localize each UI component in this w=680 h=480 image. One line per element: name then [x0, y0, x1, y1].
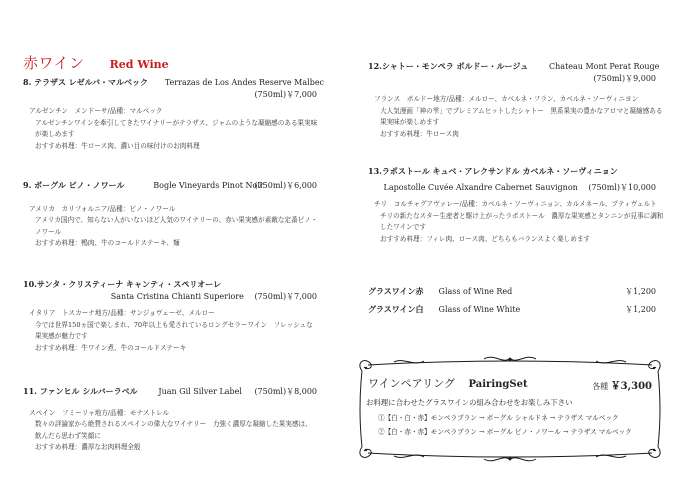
glass-wine-white: [368, 304, 656, 315]
wine-note: 果実感が魅力です: [35, 332, 88, 341]
section-title-jp: 赤ワイン: [23, 54, 85, 72]
wine-name-en: Juan Gil Silver Label: [158, 387, 242, 396]
pairing-description: お料理に合わせたグラスワインの組み合わせをお楽しみ下さい: [366, 398, 573, 407]
wine-origin: アメリカ カリフォルニア/品種：ピノ・ノワール: [29, 204, 176, 213]
glass-wine-price: ￥1,200: [625, 305, 656, 314]
wine-item: [368, 61, 663, 140]
pairing-title-en: PairingSet: [468, 379, 528, 390]
glass-wine-red: [368, 286, 656, 297]
section-title: [23, 52, 169, 73]
wine-pairing-food: おすすめ料理：フィレ肉、ロース肉、どちらもバランスよく楽しめます: [380, 234, 591, 243]
wine-origin: イタリア トスカーナ地方/品種：サンジョヴェーゼ、メルロー: [29, 309, 215, 318]
glass-wine-name-jp: グラスワイン赤: [368, 286, 424, 296]
wine-name-jp: 9. ボーグル ピノ・ノワール: [23, 180, 125, 190]
pairing-set-box: [354, 355, 666, 463]
wine-origin: フランス ボルドー地方/品種：メルロー、カベルネ・フラン、カベルネ・ソーヴィニヨン: [374, 95, 639, 104]
wine-pairing-food: おすすめ料理：鴨肉、牛のコールドステーキ、麺: [35, 239, 180, 248]
wine-name: [368, 61, 660, 73]
wine-description: [23, 204, 317, 250]
pairing-price-label: 各種: [592, 382, 609, 391]
wine-origin: スペイン フミーリャ地方/品種：モナストレル: [29, 408, 170, 417]
wine-item: [23, 180, 317, 250]
wine-note: 果実味が楽しめます: [380, 118, 440, 127]
wine-name-jp: 11. ファンヒル シルバーラベル: [23, 386, 138, 396]
wine-pairing-food: おすすめ料理：濃厚なお肉料理全般: [35, 443, 141, 452]
wine-note: アメリカ国内で、知らない人がいないほど人気のワイナリーの、赤い果実感が素敵な定番ピノ・: [35, 216, 318, 225]
wine-note: 飲んだら思わず笑顔に: [35, 431, 101, 440]
glass-wine-name-jp: グラスワイン白: [368, 304, 424, 314]
wine-pairing-food: おすすめ料理：牛ロース肉: [380, 129, 459, 138]
wine-note: チリの新たなスター生産者と駆け上がったラポストール 濃厚な果実感とタンニンが見事に調和: [380, 211, 664, 220]
wine-price-line: [23, 291, 317, 303]
wine-name-en: Lapostolle Cuvée Alxandre Cabernet Sauvignon: [383, 182, 578, 192]
glass-wine-name-en: Glass of Wine White: [438, 305, 521, 314]
wine-name-jp: 8. テラザス レゼルバ・マルベック: [23, 77, 149, 87]
wine-note: したワインです: [380, 223, 426, 232]
wine-price-line: [368, 182, 656, 194]
wine-description: [23, 308, 317, 354]
wine-description: [368, 94, 663, 140]
wine-price: (750ml)￥6,000: [254, 181, 317, 190]
pairing-price-value: ￥3,300: [610, 381, 652, 392]
wine-description: [23, 408, 317, 454]
glass-wine-price: ￥1,200: [625, 287, 656, 296]
wine-note: 数々の評論家から絶賛されるスペインの偉大なワイナリー 力強く濃厚な凝縮した果実感は、: [35, 420, 312, 429]
wine-origin: アルゼンチン メンドーサ/品種：マルベック: [29, 107, 163, 116]
wine-item: [23, 386, 317, 454]
wine-name: [23, 180, 317, 192]
pairing-set-option: ②【白・赤・赤】モンペラブラン → ボーグル ピノ・ノワール → テラザス マルベック: [378, 428, 632, 436]
wine-name-jp: 13.ラポストール キュベ・アレクサンドル カベルネ・ソーヴィニョン: [368, 166, 618, 176]
section-title-en: Red Wine: [109, 58, 169, 71]
pairing-title: [368, 375, 528, 391]
wine-name-en: Chateau Mont Perat Rouge: [549, 62, 660, 71]
wine-name-jp: 12.シャトー・モンペラ ボルドー・ルージュ: [368, 61, 529, 71]
wine-name-en: Terrazas de Los Andes Reserve Malbec: [164, 78, 325, 87]
wine-item: [368, 166, 664, 245]
wine-note: 大人気漫画「神の雫」でプレミアムヒットしたシャトー 黒系果実の豊かなアロマと凝縮感ある: [380, 106, 663, 115]
wine-pairing-food: おすすめ料理：牛ロース肉、濃い目の味付けのお肉料理: [35, 141, 200, 150]
wine-note: ノワール: [35, 227, 62, 236]
wine-note: 今では世界150ヵ国で楽しまれ、70年以上も愛されているロングセラーワイン フレッシュな: [35, 320, 313, 329]
wine-price: (750ml)￥10,000: [588, 182, 656, 192]
wine-price: (750ml)￥8,000: [254, 387, 317, 396]
wine-item: [23, 279, 317, 354]
pairing-set-option: ①【白・白・赤】モンペラブラン → ボーグル シャルドネ → テラザス マルベック: [378, 414, 619, 422]
wine-name-en: Bogle Vineyards Pinot Noir: [153, 181, 264, 190]
wine-name-jp: 10.サンタ・クリスティーナ キャンティ・スペリオーレ: [23, 279, 222, 289]
wine-pairing-food: おすすめ料理：牛ワイン煮、牛のコールドステーキ: [35, 343, 187, 352]
glass-wine-name-en: Glass of Wine Red: [438, 287, 513, 296]
wine-note: が楽しめます: [35, 130, 75, 139]
wine-item: [23, 77, 325, 152]
wine-name: [23, 77, 325, 89]
wine-description: [23, 106, 317, 152]
wine-description: [368, 199, 664, 245]
wine-origin: チリ コルチャグアヴァレー/品種：カベルネ・ソーヴィニョン、カルメネール、プティヴェルト: [374, 200, 657, 209]
pairing-title-jp: ワインペアリング: [368, 377, 456, 390]
ornamental-frame-icon: [354, 355, 666, 463]
pairing-price: [592, 377, 652, 392]
wine-price: (750ml)￥7,000: [254, 89, 317, 99]
wine-name: [23, 386, 317, 398]
wine-name-en: Santa Cristina Chianti Superiore: [110, 291, 244, 301]
wine-note: アルゼンチンワインを牽引してきたワイナリーがテラザス、ジャムのような凝縮感のある果実味: [35, 118, 318, 127]
wine-price: (750ml)￥9,000: [593, 73, 656, 83]
wine-price: (750ml)￥7,000: [254, 291, 317, 301]
